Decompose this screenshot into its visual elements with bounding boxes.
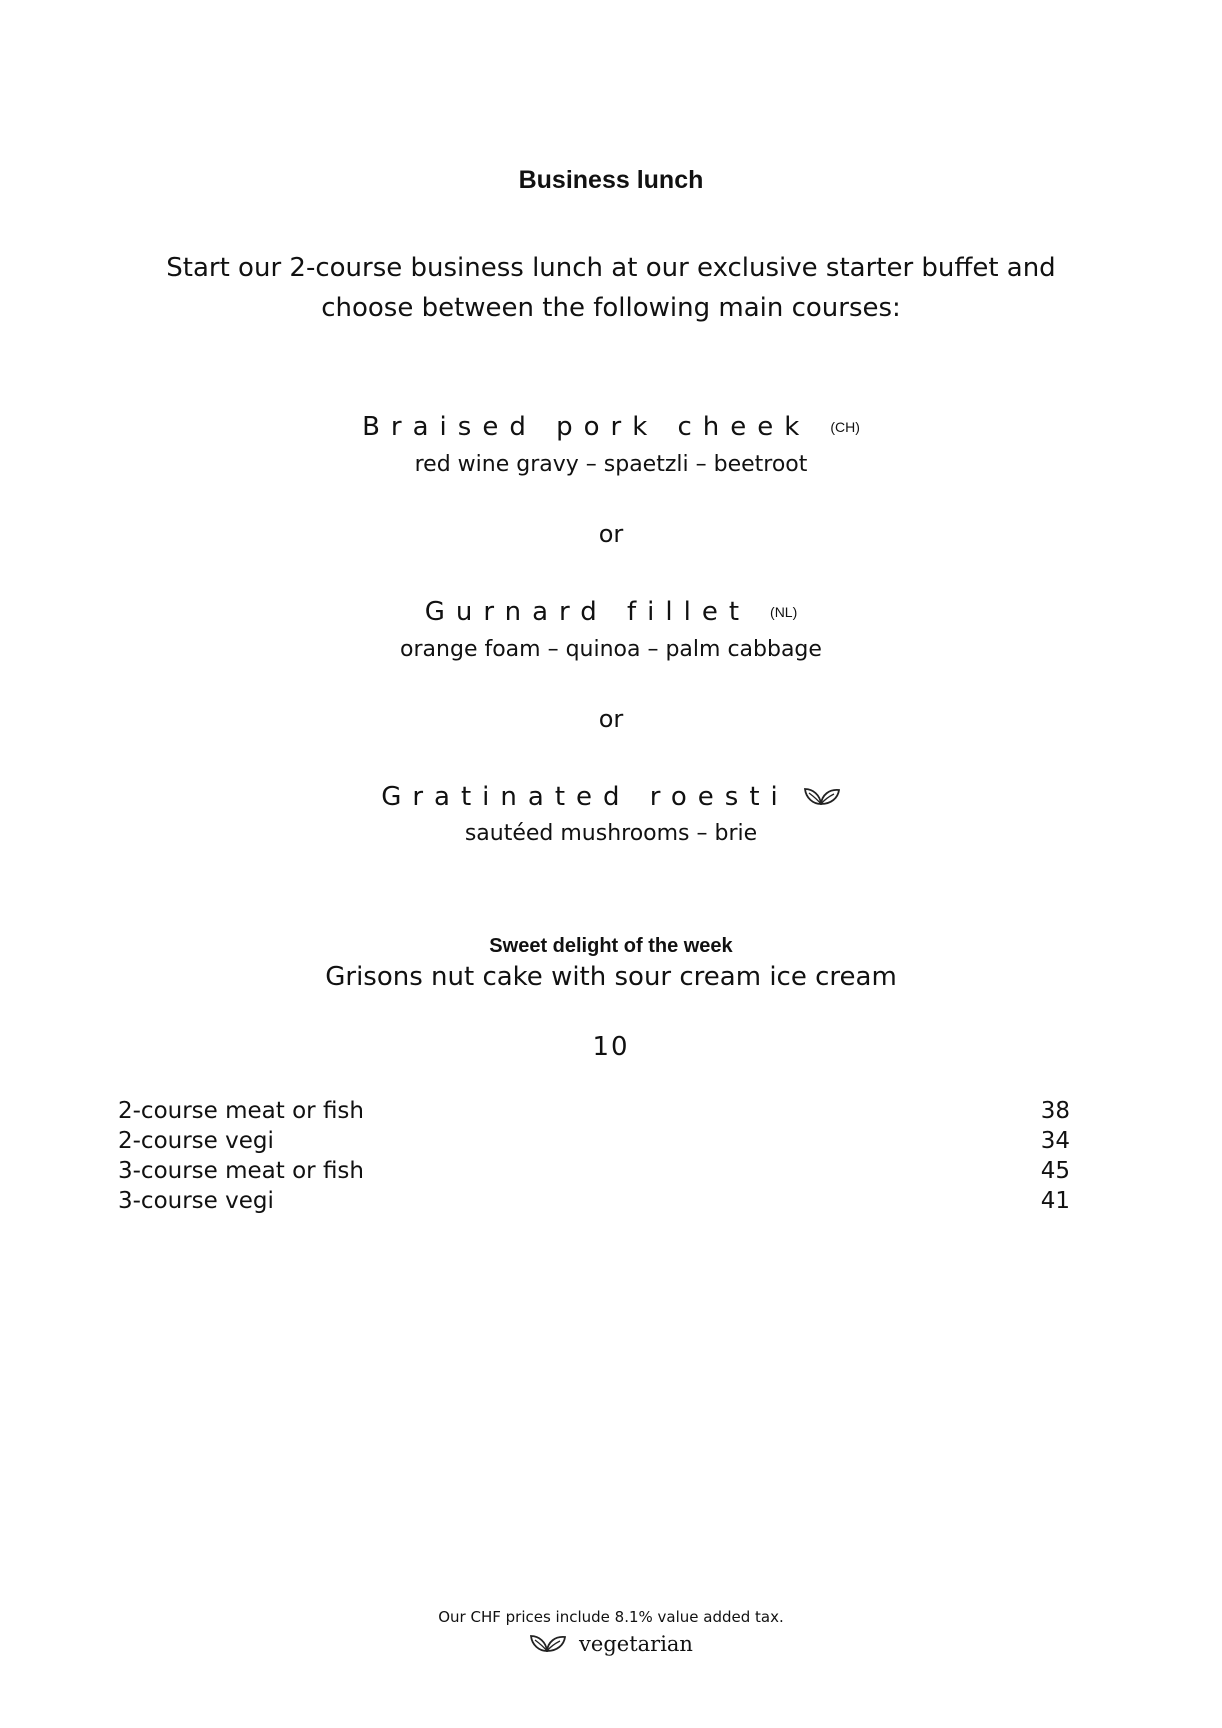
- dessert-label: Sweet delight of the week: [489, 935, 733, 957]
- price-value: 34: [1040, 1128, 1070, 1154]
- dish-origin: (NL): [770, 604, 798, 620]
- or-separator: or: [598, 705, 624, 733]
- price-label: 2-course meat or fish: [118, 1098, 364, 1124]
- or-separator: or: [598, 520, 624, 548]
- page-title: Business lunch: [518, 166, 704, 194]
- vegetarian-legend: [0, 1632, 1222, 1656]
- price-row: [118, 1186, 1070, 1216]
- dish-origin: (CH): [830, 419, 860, 435]
- intro-line-2: choose between the following main courses:: [321, 293, 901, 323]
- tax-note: Our CHF prices include 8.1% value added tax.: [438, 1608, 784, 1626]
- price-label: 2-course vegi: [118, 1128, 274, 1154]
- intro-text: [0, 248, 1222, 328]
- price-list: [118, 1096, 1070, 1216]
- dish-name-gurnard: Gurnard fillet (NL): [424, 597, 798, 627]
- price-value: 45: [1040, 1158, 1070, 1184]
- dessert-price: 10: [592, 1032, 630, 1062]
- price-label: 3-course vegi: [118, 1188, 274, 1214]
- price-row: [118, 1096, 1070, 1126]
- price-label: 3-course meat or fish: [118, 1158, 364, 1184]
- legend-label: vegetarian: [579, 1632, 693, 1656]
- price-value: 38: [1040, 1098, 1070, 1124]
- dish-name-roesti: Gratinated roesti: [0, 780, 1222, 814]
- dessert-name: Grisons nut cake with sour cream ice cream: [325, 962, 897, 992]
- leaf-icon: [803, 785, 841, 807]
- price-row: [118, 1156, 1070, 1186]
- intro-line-1: Start our 2-course business lunch at our exclusive starter buffet and: [166, 253, 1056, 283]
- price-row: [118, 1126, 1070, 1156]
- price-value: 41: [1040, 1188, 1070, 1214]
- dish-description-gurnard: orange foam – quinoa – palm cabbage: [400, 637, 822, 662]
- dish-description-roesti: sautéed mushrooms – brie: [464, 821, 758, 846]
- dish-name-pork: Braised pork cheek (CH): [362, 412, 860, 442]
- leaf-icon: [529, 1632, 567, 1654]
- dish-description-pork: red wine gravy – spaetzli – beetroot: [414, 452, 808, 477]
